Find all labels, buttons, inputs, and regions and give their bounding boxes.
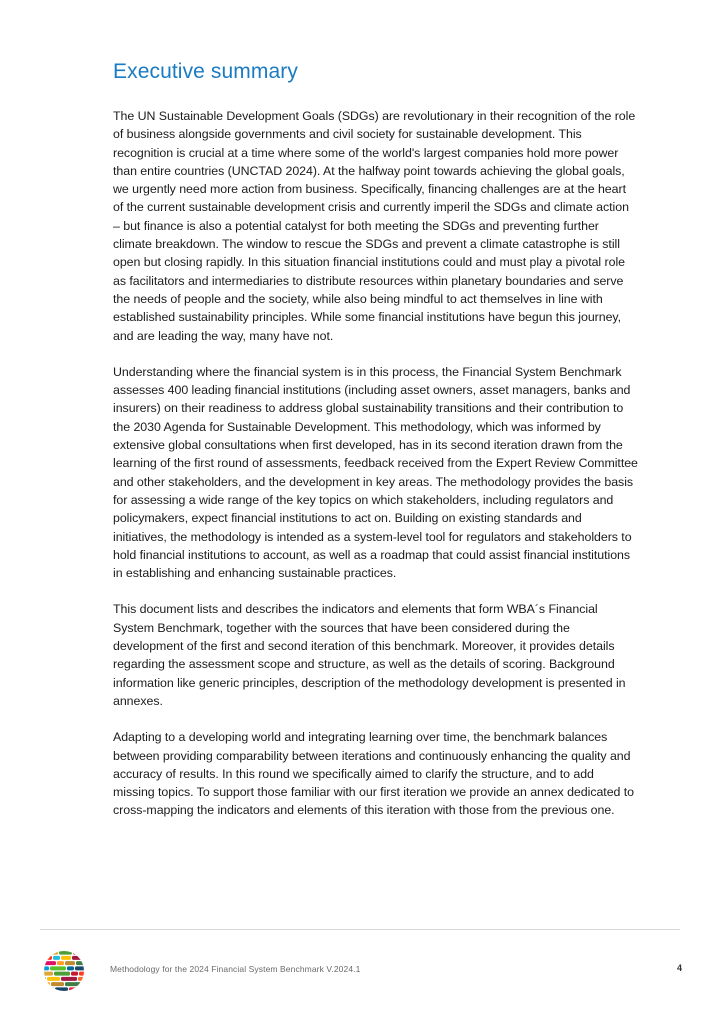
logo-stripe <box>53 956 60 960</box>
logo-stripe <box>69 987 85 991</box>
logo-stripe <box>42 977 46 981</box>
logo-stripe <box>50 966 66 970</box>
logo-stripe <box>42 972 53 976</box>
logo-stripe <box>55 987 68 991</box>
logo-stripe <box>61 956 71 960</box>
logo-stripe <box>71 972 78 976</box>
logo-stripe <box>72 956 85 960</box>
wba-logo-icon <box>42 950 86 992</box>
logo-stripe <box>65 961 75 965</box>
logo-stripe <box>82 982 86 986</box>
logo-stripe <box>42 966 49 970</box>
logo-stripe <box>51 982 64 986</box>
paragraph-1: The UN Sustainable Development Goals (SDGs) are revolutionary in their recognition of the role of business alongside governments and civil society for sustainable development. This recognition is crucial at a time where some of the world's largest companies hold more power than entire countries (UNCTAD 2024). At the halfway point towards achieving the global goals, we urgently need more action from business. Specifically, financing challenges are at the heart of the current sustainable development crisis and currently imperil the SDGs and climate action – but finance is also a potential catalyst for both meeting the SDGs and preventing further climate breakdown. The window to rescue the SDGs and prevent a climate catastrophe is still open but closing rapidly. In this situation financial institutions could and must play a pivotal role as facilitators and intermediaries to distribute resources within planetary boundaries and serve the needs of people and the society, while also being mindful to act themselves in line with established sustainability principles. While some financial institutions have begun this journey, and are leading the way, many have not. <box>113 109 636 343</box>
logo-stripe <box>76 961 86 965</box>
paragraph-3: This document lists and describes the indicators and elements that form WBA´s Financial System Benchmark, together with the sources that have been considered during the development of the first and second iteration of this benchmark. Moreover, it provides details regarding the assessment scope and structure, as well as the details of scoring. Background information like generic principles, description of the methodology development is presented in annexes. <box>113 602 626 708</box>
logo-stripe <box>59 951 72 955</box>
logo-stripe <box>42 956 52 960</box>
page-title: Executive summary <box>113 60 298 83</box>
paragraph-2: Understanding where the financial system is in this process, the Financial System Benchmark assesses 400 leading financial institutions (including asset owners, asset managers, banks and insurers) on their readiness to address global sustainability transitions and their contribution to the 2030 Agenda for Sustainable Development. This methodology, which was informed by extensive global consultations when first developed, has in its second iteration drawn from the learning of the first round of assessments, feedback received from the Expert Review Committee and other stakeholders, and the development in key areas. The methodology provides the basis for assessing a wide range of the key topics on which stakeholders, including regulators and policymakers, expect financial institutions to act on. Building on existing standards and initiatives, the methodology is intended as a system-level tool for regulators and stakeholders to hold financial institutions to account, as well as a roadmap that could assist financial institutions in establishing and enhancing sustainable practices. <box>113 364 638 581</box>
logo-stripe <box>48 951 58 955</box>
logo-stripe <box>42 961 56 965</box>
logo-stripe <box>73 951 86 955</box>
paragraph-4: Adapting to a developing world and integrating learning over time, the benchmark balances between providing comparability between iterations and continuously enhancing the quality and accuracy of results. In this round we specifically aimed to clarify the structure, and to add missing topics. To support those familiar with our first iteration we provide an annex dedicated to cross-mapping the indicators and elements of this iteration with those from the previous one. <box>113 730 635 818</box>
footer-document-title: Methodology for the 2024 Financial System Benchmark V.2024.1 <box>110 964 361 974</box>
logo-stripe <box>67 966 74 970</box>
logo-stripe <box>61 977 77 981</box>
logo-stripe <box>79 972 86 976</box>
logo-stripe <box>54 972 70 976</box>
logo-stripe <box>75 966 85 970</box>
logo-stripe <box>44 987 54 991</box>
logo-stripe <box>65 982 81 986</box>
body-text <box>113 107 638 838</box>
logo-stripe <box>47 977 60 981</box>
footer-divider <box>40 929 680 930</box>
logo-stripe <box>42 987 43 991</box>
logo-stripe <box>42 951 47 955</box>
logo-stripe <box>57 961 64 965</box>
logo-stripe <box>42 982 50 986</box>
page-number: 4 <box>676 963 682 973</box>
logo-stripe <box>78 977 85 981</box>
